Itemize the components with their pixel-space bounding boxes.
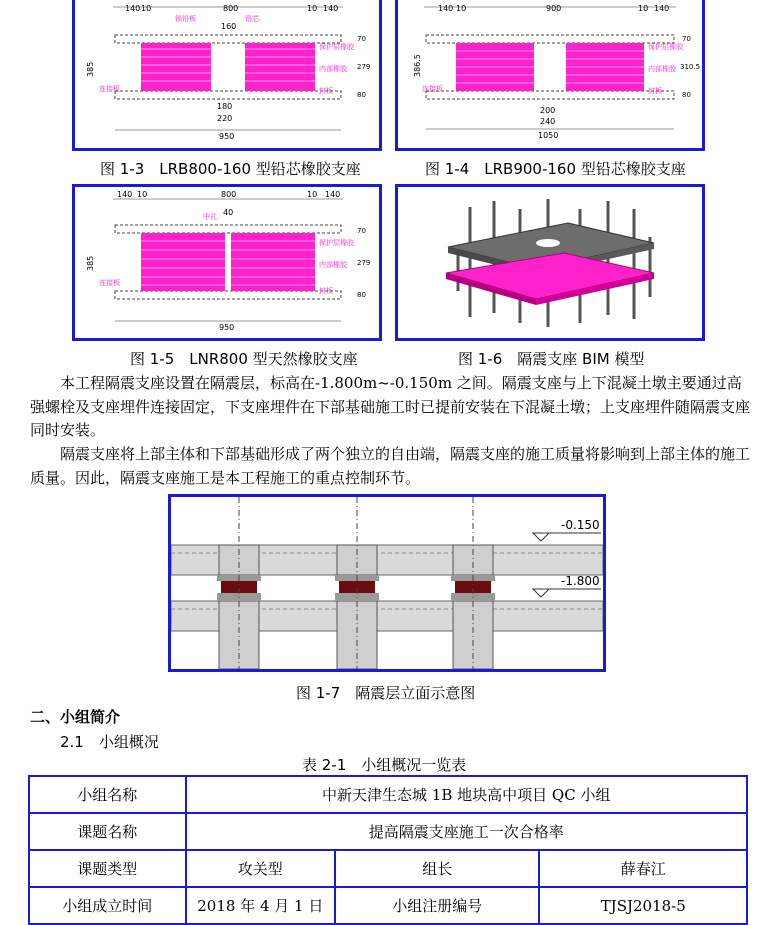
dim-text: 140 [323, 4, 339, 13]
rubber-layers [456, 43, 644, 91]
pier-column-1 [217, 497, 261, 669]
callout-label: 保护层橡胶 [319, 43, 354, 51]
figure-caption: 图 1-7 隔震层立面示意图 [296, 684, 476, 702]
callout-label: 内部橡胶 [319, 65, 347, 73]
callout-label: 封板 [648, 87, 662, 95]
body-paragraph: 隔震支座将上部主体和下部基础形成了两个独立的自由端，隔震支座的施工质量将影响到上部主体的施工质量。因此，隔震支座施工是本工程施工的重点控制环节。 [30, 445, 751, 487]
dim-text: 70 [357, 35, 366, 43]
table-value-cell: 攻关型 [186, 850, 336, 887]
table-row [29, 887, 747, 924]
dim-text: 10 [638, 4, 649, 13]
dim-text: 80 [682, 91, 691, 99]
figure-lnr800-drawing [72, 184, 382, 341]
figure-caption: 图 1-4 LRB900-160 型铅芯橡胶支座 [425, 160, 686, 178]
callout-label: 保护层橡胶 [648, 43, 683, 51]
dim-text: 385 [86, 255, 95, 271]
dim-text: 800 [223, 4, 239, 13]
figure-caption: 图 1-6 隔震支座 BIM 模型 [458, 350, 645, 368]
pier-column-2 [335, 497, 379, 669]
figure-caption: 图 1-3 LRB800-160 型铅芯橡胶支座 [100, 160, 361, 178]
subsection-heading: 2.1 小组概况 [60, 733, 159, 751]
group-overview-table [28, 775, 748, 925]
dim-text: 385 [86, 61, 95, 77]
dim-text: 386.5 [413, 54, 422, 77]
figure-lrb800-drawing [72, 0, 382, 151]
dim-text: 80 [357, 291, 366, 299]
dim-text: 240 [540, 117, 556, 126]
callout-label: 封板 [319, 87, 333, 95]
table-label-cell: 小组名称 [29, 776, 186, 813]
dim-text: 279 [357, 63, 371, 71]
dim-text: 200 [540, 106, 556, 115]
callout-label: 锁铅板 [175, 15, 196, 23]
dim-text: 140 [325, 190, 341, 199]
level-text: -1.800 [561, 574, 600, 588]
callout-label: 保护层橡胶 [319, 239, 354, 247]
dim-text: 160 [221, 22, 237, 31]
dim-text: 220 [217, 114, 233, 123]
table-label-cell: 课题类型 [29, 850, 186, 887]
dim-text: 70 [357, 227, 366, 235]
dim-text: 310.5 [680, 63, 701, 71]
dim-text: 950 [219, 132, 235, 141]
callout-label: 中孔 [203, 213, 217, 221]
dim-text: 900 [546, 4, 562, 13]
rubber-layers [141, 43, 315, 91]
dim-text: 10 [141, 4, 152, 13]
table-value-cell: 2018 年 4 月 1 日 [186, 887, 336, 924]
dim-text: 10 [307, 4, 318, 13]
dim-text: 800 [221, 190, 237, 199]
table-value-cell: 中新天津生态城 1B 地块高中项目 QC 小组 [186, 776, 748, 813]
figure-isolation-elevation [168, 494, 606, 672]
figure-caption: 图 1-5 LNR800 型天然橡胶支座 [130, 350, 358, 368]
rubber-layers [141, 233, 315, 291]
dim-text: 180 [217, 102, 233, 111]
callout-label: 内部橡胶 [648, 65, 676, 73]
section-heading: 二、小组简介 [30, 708, 121, 726]
body-paragraph: 本工程隔震支座设置在隔震层，标高在-1.800m~-0.150m 之间。隔震支座与上下混凝土墩主要通过高强螺栓及支座埋件连接固定，下支座埋件在下部基础施工时已提前安装在下混凝土墩；上支座埋件随隔震支座同时安装。 [30, 374, 751, 439]
figure-lrb900-drawing [395, 0, 705, 151]
callout-label: 连接板 [422, 85, 443, 93]
dim-text: 950 [219, 323, 235, 332]
table-label-cell: 组长 [335, 850, 539, 887]
dim-text: 10 [456, 4, 467, 13]
table-label-cell: 课题名称 [29, 813, 186, 850]
dim-text: 10 [137, 190, 148, 199]
elevation-drawing [171, 497, 603, 669]
callout-label: 封板 [319, 287, 333, 295]
pier-column-3 [451, 497, 495, 669]
callout-label: 连接板 [99, 85, 120, 93]
callout-label: 内部橡胶 [319, 261, 347, 269]
table-value-cell: 提高隔震支座施工一次合格率 [186, 813, 748, 850]
dim-text: 140 [117, 190, 133, 199]
bearing-section-drawing [75, 0, 379, 148]
table-value-cell: 薛春江 [539, 850, 747, 887]
table-label-cell: 小组成立时间 [29, 887, 186, 924]
table-value-cell: TJSJ2018-5 [539, 887, 747, 924]
table-row [29, 776, 747, 813]
table-row [29, 813, 747, 850]
dim-text: 1050 [538, 131, 559, 140]
bearing-section-drawing [75, 187, 379, 338]
dim-text: 279 [357, 259, 371, 267]
table-row [29, 850, 747, 887]
dim-text: 10 [307, 190, 318, 199]
dim-text: 40 [223, 208, 234, 217]
level-marker [533, 574, 601, 597]
figure-bim-model [395, 184, 705, 341]
bearing-section-drawing [398, 0, 702, 148]
callout-label: 连接板 [99, 279, 120, 287]
dim-text: 80 [357, 91, 366, 99]
table-label-cell: 小组注册编号 [335, 887, 539, 924]
dim-text: 140 [438, 4, 454, 13]
level-marker [533, 518, 601, 541]
dim-text: 140 [125, 4, 141, 13]
dim-text: 140 [654, 4, 670, 13]
level-text: -0.150 [561, 518, 600, 532]
bim-model-illustration [398, 187, 702, 338]
table-title: 表 2-1 小组概况一览表 [302, 756, 467, 774]
dim-text: 70 [682, 35, 691, 43]
callout-label: 铅芯 [245, 15, 259, 23]
